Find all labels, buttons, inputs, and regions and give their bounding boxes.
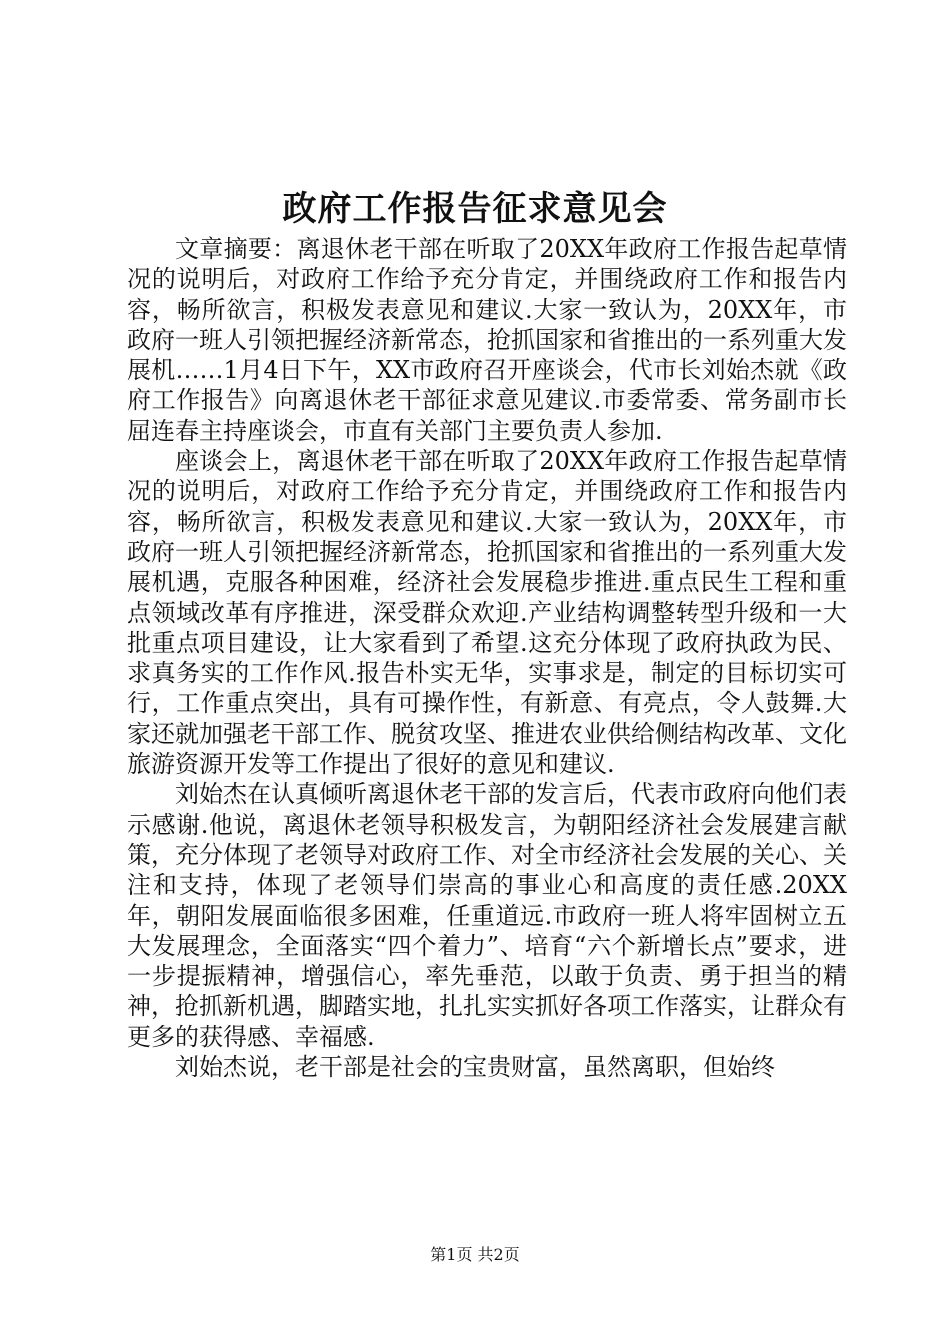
paragraph-cadres: 刘始杰说，老干部是社会的宝贵财富，虽然离职，但始终 [175, 1053, 775, 1082]
paragraph-symposium: 座谈会上，离退休老干部在听取了20XX年政府工作报告起草情况的说明后，对政府工作给予充分肯定，并围绕政府工作和报告内容，畅所欲言，积极发表意见和建议.大家一致认为，20XX年，市政府一班人引领把握经济新常态，抢抓国家和省推出的一系列重大发展机遇，克服各种困难，经济社会发展稳步推进.重点民生工程和重点领域改革有序推进，深受群众欢迎.产业结构调整转型升级和一大批重点项目建设，让大家看到了希望.这充分体现了政府执政为民、求真务实的工作作风.报告朴实无华，实事求是，制定的目标切实可行，工作重点突出，具有可操作性，有新意、有亮点，令人鼓舞.大家还就加强老干部工作、脱贫攻坚、推进农业供给侧结构改革、文化旅游资源开发等工作提出了很好的意见和建议. [127, 447, 847, 779]
document-body [127, 234, 847, 1082]
paragraph-response: 刘始杰在认真倾听离退休老干部的发言后，代表市政府向他们表示感谢.他说，离退休老领导积极发言，为朝阳经济社会发展建言献策，充分体现了老领导对政府工作、对全市经济社会发展的关心、关注和支持，体现了老领导们崇高的事业心和高度的责任感.20XX年，朝阳发展面临很多困难，任重道远.市政府一班人将牢固树立五大发展理念，全面落实“四个着力”、培育“六个新增长点”要求，进一步提振精神，增强信心，率先垂范，以敢于负责、勇于担当的精神，抢抓新机遇，脚踏实地，扎扎实实抓好各项工作落实，让群众有更多的获得感、幸福感. [127, 780, 847, 1051]
page-number-footer: 第1页 共2页 [430, 1245, 520, 1264]
paragraph-abstract: 文章摘要：离退休老干部在听取了20XX年政府工作报告起草情况的说明后，对政府工作给予充分肯定，并围绕政府工作和报告内容，畅所欲言，积极发表意见和建议.大家一致认为，20XX年，市政府一班人引领把握经济新常态，抢抓国家和省推出的一系列重大发展机……1月4日下午，XX市政府召开座谈会，代市长刘始杰就《政府工作报告》向离退休老干部征求意见建议.市委常委、常务副市长屈连春主持座谈会，市直有关部门主要负责人参加. [127, 235, 847, 445]
document-title: 政府工作报告征求意见会 [282, 189, 668, 229]
